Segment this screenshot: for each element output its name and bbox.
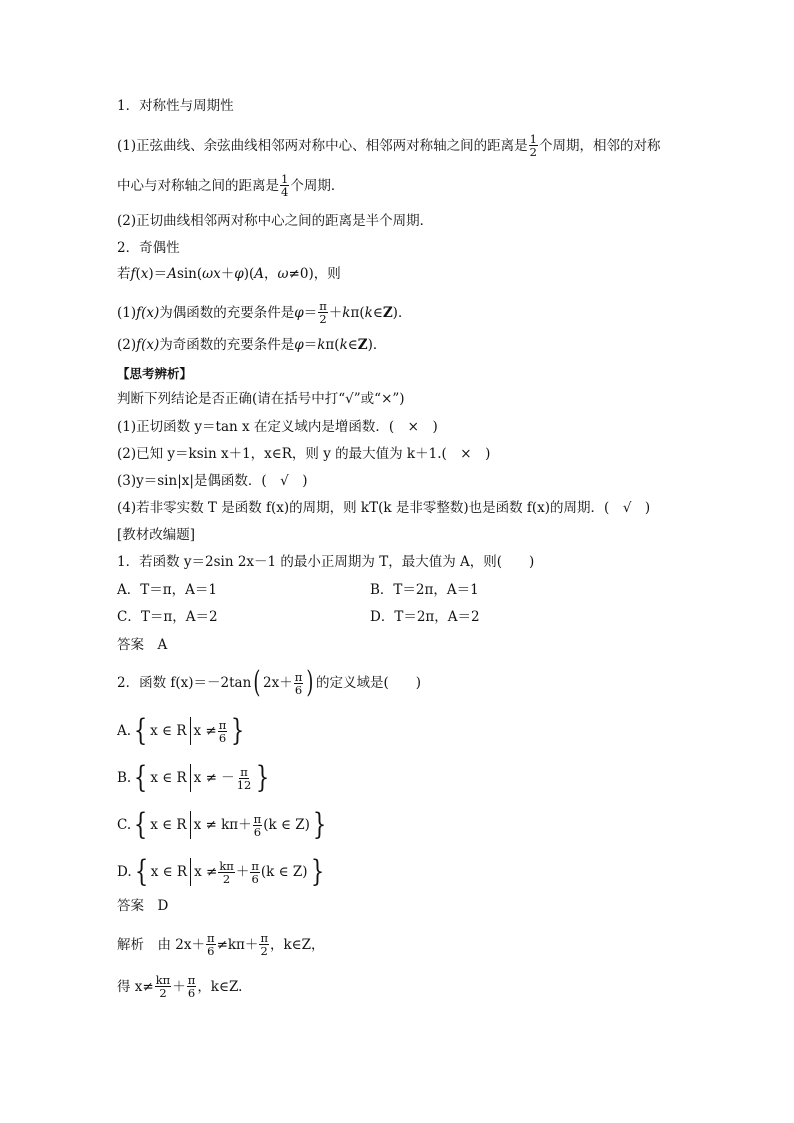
text: C.: [117, 817, 132, 833]
text: (k ∈ Z): [263, 817, 310, 833]
text: (2)已知 y＝ksin x＋1，x∈R，则 y 的最大值为 k＋1.( × ): [117, 446, 491, 462]
text: ∈: [347, 337, 358, 353]
heading-text: 2．奇偶性: [117, 240, 180, 256]
text: x: [140, 266, 149, 282]
think-item-3: [117, 472, 308, 490]
textbook-heading: [117, 526, 195, 544]
denominator: 6: [207, 944, 215, 958]
fraction-pi-over-2: [318, 300, 328, 325]
left-brace: {: [134, 807, 148, 842]
fraction-pi-over-6: [294, 671, 304, 696]
heading-text: 1．对称性与周期性: [117, 98, 234, 114]
text: 为奇函数的充要条件是: [159, 337, 295, 353]
text: x ∈ R: [150, 864, 188, 880]
text: 答案 A: [117, 637, 168, 653]
heading-text: [教材改编题]: [117, 527, 196, 543]
numerator: 1: [281, 172, 289, 186]
numerator: kπ: [219, 858, 234, 873]
text: ωx: [202, 266, 221, 282]
right-brace: }: [256, 760, 270, 795]
text: ≠kπ＋: [216, 936, 259, 953]
text: ＋: [235, 864, 250, 880]
text: k: [339, 337, 348, 353]
text: x ∈ R: [150, 723, 187, 739]
denominator: 2: [260, 944, 268, 958]
fraction: [259, 932, 269, 957]
left-brace: {: [134, 760, 148, 795]
denominator: 6: [253, 824, 262, 839]
numerator: π: [319, 299, 327, 313]
option-d: [370, 608, 480, 626]
denominator: 6: [218, 730, 227, 745]
text: x ≠: [194, 864, 218, 880]
fraction-half: [529, 133, 538, 158]
text: (: [135, 266, 141, 282]
option-c: [117, 608, 218, 626]
numerator: π: [240, 764, 248, 779]
text: 个周期．: [290, 177, 345, 194]
text: 判断下列结论是否正确(请在括号中打“√”或“×”): [117, 391, 405, 407]
solution-line-2: [117, 974, 242, 999]
text: 解析 由 2x＋: [117, 936, 205, 953]
section-heading-parity: [117, 239, 180, 257]
think-instructions: [117, 390, 405, 408]
text: f: [130, 266, 136, 282]
question-2: [117, 665, 422, 700]
answer-1: [117, 636, 167, 654]
set-divider: [190, 717, 191, 745]
text: 若: [117, 266, 131, 282]
fraction-quarter: [280, 173, 289, 198]
text: D．T＝2π，A＝2: [370, 609, 480, 625]
text: ，k∈Z，: [270, 936, 325, 953]
question-1: [117, 553, 534, 571]
text: (4)若非零实数 T 是函数 f(x)的周期，则 kT(k 是非零整数)也是函数 f(x)的周期．( √ ): [117, 500, 651, 516]
text: A: [167, 266, 177, 282]
fraction: [187, 974, 197, 999]
text: )．: [367, 337, 387, 353]
denominator: 2: [159, 986, 167, 1000]
text: (k ∈ Z): [260, 864, 308, 880]
fraction: [155, 974, 172, 999]
text: 1．若函数 y＝2sin 2x－1 的最小正周期为 T，最大值为 A，则( ): [117, 554, 535, 570]
text: Z: [357, 337, 368, 353]
choice-c: [117, 807, 329, 842]
text: (2): [117, 337, 137, 353]
numerator: π: [294, 669, 303, 684]
denominator: 6: [251, 871, 259, 886]
text: 答案 D: [117, 898, 169, 914]
fraction: [218, 719, 228, 744]
answer-2: [117, 897, 168, 915]
right-brace: }: [231, 713, 245, 748]
text: 为偶函数的充要条件是: [159, 304, 295, 321]
set-divider: [190, 811, 191, 839]
numerator: kπ: [155, 973, 171, 987]
fraction: [206, 932, 216, 957]
text: f(x): [136, 304, 160, 321]
text: ω: [277, 266, 289, 282]
fraction: [218, 860, 235, 885]
text: φ: [294, 304, 304, 321]
think-item-2: [117, 445, 490, 463]
text: B.: [117, 770, 132, 786]
text: ∈: [372, 304, 383, 321]
text: k: [317, 337, 326, 353]
left-brace: {: [133, 713, 148, 748]
text: π(: [350, 304, 365, 321]
set-divider: [190, 764, 191, 792]
text: A: [254, 266, 265, 282]
text: 得 x≠: [117, 978, 154, 995]
numerator: π: [251, 858, 259, 873]
section-heading-symmetry: [117, 97, 234, 115]
fraction: [250, 860, 260, 885]
numerator: π: [253, 811, 262, 826]
text: x ≠ kπ＋: [193, 817, 252, 833]
symmetry-paragraph-2: [117, 212, 433, 230]
text: B．T＝2π，A＝1: [370, 582, 479, 598]
denominator: 2: [529, 145, 537, 159]
text: k: [364, 304, 373, 321]
text: ，: [264, 266, 278, 282]
right-brace: }: [312, 807, 327, 842]
text: A.: [117, 723, 132, 739]
text: )＝: [148, 266, 168, 282]
text: 个周期，相邻的对称: [538, 137, 661, 154]
numerator: π: [260, 931, 268, 945]
choice-a: [117, 713, 247, 748]
option-b: [370, 581, 479, 599]
denominator: 6: [187, 986, 196, 1000]
text: 中心与对称轴之间的距离是: [117, 177, 279, 194]
think-item-1: [117, 418, 438, 436]
text: (1)正弦曲线、余弦曲线相邻两对称中心、相邻两对称轴之间的距离是: [117, 137, 528, 154]
left-paren: (: [253, 665, 261, 700]
text: φ: [294, 337, 304, 353]
numerator: π: [187, 973, 196, 987]
text: 2x＋: [263, 675, 293, 691]
text: C．T＝π，A＝2: [117, 609, 218, 625]
denominator: 6: [294, 682, 303, 697]
set-divider: [190, 858, 191, 886]
text: x ∈ R: [150, 817, 187, 833]
fraction: [236, 766, 253, 791]
text: sin(: [176, 266, 203, 282]
choice-b: [117, 760, 272, 795]
text: ≠0)，则: [288, 266, 341, 282]
text: ＝: [303, 304, 318, 321]
text: ＋: [172, 978, 186, 995]
text: ，k∈Z.: [197, 978, 243, 995]
text: )．: [392, 304, 412, 321]
text: x ∈ R: [150, 770, 187, 786]
text: φ: [234, 266, 244, 282]
text: ＋: [220, 266, 235, 282]
text: ＝: [303, 337, 318, 353]
parity-odd-condition: [117, 336, 386, 354]
option-a: [117, 581, 217, 599]
symmetry-paragraph-1-cont: [117, 173, 344, 198]
numerator: π: [218, 717, 227, 732]
text: (2)正切曲线相邻两对称中心之间的距离是半个周期．: [117, 213, 434, 229]
parity-intro: [117, 265, 341, 283]
right-brace: }: [310, 854, 324, 889]
text: x ≠ －: [193, 770, 235, 786]
solution-line-1: [117, 932, 325, 957]
text: (1)正切函数 y＝tan x 在定义域内是增函数．( × ): [117, 419, 438, 435]
denominator: 2: [222, 871, 231, 886]
think-heading: [117, 365, 192, 383]
heading-text: 【思考辨析】: [117, 366, 193, 381]
text: k: [342, 304, 351, 321]
denominator: 4: [281, 185, 289, 199]
right-paren: ): [306, 665, 314, 700]
text: x ≠: [193, 723, 217, 739]
text: f(x): [136, 337, 160, 353]
text: )(: [243, 266, 255, 282]
numerator: 1: [529, 132, 537, 146]
denominator: 2: [319, 312, 327, 326]
text: 的定义域是( ): [316, 675, 422, 691]
text: π(: [325, 337, 340, 353]
text: Z: [382, 304, 393, 321]
denominator: 12: [236, 777, 252, 792]
parity-even-condition: [117, 300, 411, 325]
text: D.: [117, 864, 132, 880]
text: (1): [117, 304, 137, 321]
left-brace: {: [134, 854, 148, 889]
text: (3)y＝sin|x|是偶函数．( √ ): [117, 473, 308, 489]
symmetry-paragraph-1: [117, 133, 660, 158]
text: 2．函数 f(x)＝－2tan: [117, 675, 252, 691]
numerator: π: [207, 931, 215, 945]
choice-d: [117, 854, 327, 889]
fraction: [253, 813, 263, 838]
text: A．T＝π，A＝1: [117, 582, 217, 598]
text: ＋: [328, 304, 343, 321]
think-item-4: [117, 499, 650, 517]
